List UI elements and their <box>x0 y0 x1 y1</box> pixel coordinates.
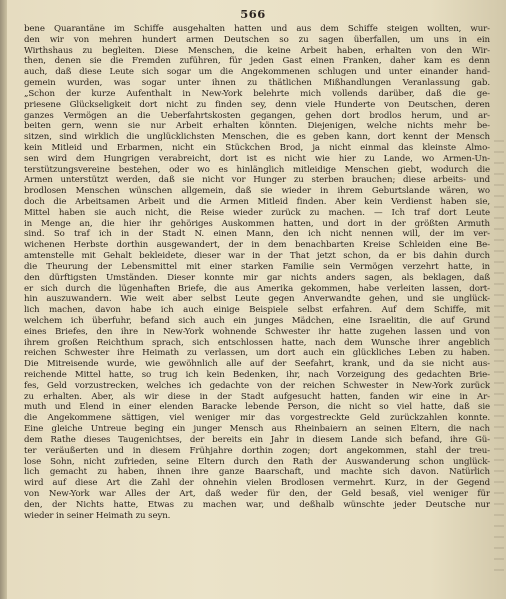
text-line: wieder in seiner Heimath zu seyn. <box>24 510 171 521</box>
text-line: Mittel haben sie auch nicht, die Reise wieder zurück zu machen. — Ich traf dort Leute <box>24 207 490 218</box>
text-line: then, denen sie die Fremden zuführen, für jeden Gast einen Franken, daher kam es denn <box>24 56 490 67</box>
text-line: hin auszuwandern. Wie weit aber selbst Leute gegen Anverwandte gehen, und sie unglück- <box>24 294 490 305</box>
show-through-bleed <box>494 140 504 580</box>
text-line: ter veräußerten und in diesem Frühjahre dorthin zogen; dort angekommen, stahl der treu- <box>24 445 490 456</box>
text-line: den, der Nichts hatte, Etwas zu machen war, und deßhalb wünschte jeder Deutsche nur <box>24 499 490 510</box>
text-line: wichenen Herbste dorthin ausgewandert, der in dem benachbarten Kreise Schleiden eine Be- <box>24 240 490 251</box>
text-line: Armen unterstützt werden, daß sie nicht vor Hunger zu sterben brauchen; diese arbeits- und <box>24 175 490 186</box>
text-line: muth und Elend in einer elenden Baracke lebende Person, die nicht so viel hatte, daß sie <box>24 402 490 413</box>
binding-shadow <box>0 0 7 599</box>
text-line: gemein wurden, was sogar unter ihnen zu thätlichen Mißhandlungen Veranlassung gab. <box>24 78 490 89</box>
text-line: sen wird dem Hungrigen verabreicht, dort ist es nicht wie hier zu Lande, wo Armen-Un- <box>24 153 490 164</box>
text-line: reichen Schwester ihre Heimath zu verlassen, um dort auch ein glückliches Leben zu haben. <box>24 348 490 359</box>
text-line: ihrem großen Reichthum sprach, sich entschlossen hatte, nach dem Wunsche ihrer angeblich <box>24 337 490 348</box>
text-line: Eine gleiche Untreue beging ein junger Mensch aus Rheinbaiern an seinen Eltern, die nach <box>24 424 490 435</box>
text-line: amtenstelle mit Gehalt bekleidete, dieser war in der That jetzt schon, da er bis dahin durch <box>24 251 490 262</box>
text-line: priesene Glückseligkeit dort nicht zu finden sey, denn viele Hunderte von Deutschen, deren <box>24 99 490 110</box>
text-line: lose Sohn, nicht zufrieden, seine Eltern durch den Rath der Auswanderung schon unglück- <box>24 456 490 467</box>
text-line: die Angekommene sättigen, viel weniger mir das vorgestreckte Geld zurückzahlen konnte. <box>24 413 490 424</box>
text-line: fes, Geld vorzustrecken, welches ich gedachte von der reichen Schwester in New-York zurück <box>24 380 490 391</box>
text-line: auch, daß diese Leute sich sogar um die Angekommenen schlugen und unter einander hand- <box>24 67 490 78</box>
text-line: Die Mitreisende wurde, wie gewöhnlich alle auf der Seefahrt, krank, und da sie nicht aus- <box>24 359 490 370</box>
text-line: doch die Arbeitsamen Arbeit und die Armen Mitleid finden. Aber kein Verdienst haben sie, <box>24 197 490 207</box>
text-line: lich machen, davon habe ich auch einige Beispiele selbst erfahren. Auf dem Schiffe, mit <box>24 305 490 316</box>
page-number: 566 <box>240 7 266 21</box>
text-line: dem Rathe dieses Taugenichtses, der bereits ein Jahr in diesem Lande sich befand, ihre Gü- <box>24 434 490 445</box>
text-line: zu erhalten. Aber, als wir diese in der Stadt aufgesucht hatten, fanden wir eine in Ar- <box>24 391 490 402</box>
text-line: beiten gern, wenn sie nur Arbeit erhalten könnten. Diejenigen, welche nichts mehr be- <box>24 121 490 132</box>
text-line: bene Quarantäne im Schiffe ausgehalten hatten und aus dem Schiffe steigen wollten, wur- <box>24 24 490 34</box>
text-line: er sich durch die lügenhaften Briefe, die aus Amerika gekommen, habe verleiten lassen, dort- <box>24 283 490 294</box>
text-line: wird auf diese Art die Zahl der ohnehin vielen Brodlosen vermehrt. Kurz, in der Gegend <box>24 478 490 489</box>
text-line: brodlosen Menschen wünschen allgemein, daß sie wieder in ihrem Geburtslande wären, wo <box>24 186 490 197</box>
text-line: „Schon der kurze Aufenthalt in New-York belehrte mich vollends darüber, daß die ge- <box>24 88 490 99</box>
text-line: von New-York war Alles der Art, daß weder für den, der Geld besaß, viel weniger für <box>24 488 490 499</box>
text-line: eines Briefes, den ihre in New-York wohnende Schwester ihr hatte zugehen lassen und von <box>24 326 490 337</box>
text-line: terstützungsvereine bestehen, oder wo es hinlänglich mitleidige Menschen giebt, wodurch die <box>24 164 490 175</box>
text-line: kein Mitleid und Erbarmen, nicht ein Stückchen Brod, ja nicht einmal das kleinste Almo- <box>24 142 490 153</box>
text-line: Wirthshaus zu begleiten. Diese Menschen, die keine Arbeit haben, erhalten von den Wir- <box>24 45 490 56</box>
text-line: ganzes Vermögen an die Ueberfahrtskosten gegangen, gehen dort brodlos herum, und ar- <box>24 110 490 121</box>
text-line: die Theurung der Lebensmittel mit einer starken Familie sein Vermögen verzehrt hatte, in <box>24 261 490 272</box>
text-line: in Menge an, die hier ihr gehöriges Auskommen hatten, und dort in der größten Armuth <box>24 218 490 229</box>
text-line: lich gemacht zu haben, ihnen ihre ganze Baarschaft, und machte sich davon. Natürlich <box>24 467 490 478</box>
text-line: den wir von mehren hundert armen Deutschen so zu sagen überfallen, um uns in ein <box>24 34 490 45</box>
text-line: reichende Mittel hatte, so trug ich kein Bedenken, ihr, nach Vorzeigung des gedachten Brie- <box>24 370 490 380</box>
text-line: sitzen, sind wirklich die unglücklichsten Menschen, die es geben kann, dort kennt der Mensch <box>24 132 490 143</box>
body-text <box>24 24 490 521</box>
text-line: den dürftigsten Umständen. Dieser konnte mir gar nichts anders sagen, als beklagen, daß <box>24 272 490 283</box>
text-line: sind. So traf ich in der Stadt N. einen Mann, den ich nicht nennen will, der im ver- <box>24 229 490 240</box>
text-line: welchem ich überfuhr, befand sich auch ein junges Mädchen, eine Israelitin, die auf Grund <box>24 315 490 326</box>
